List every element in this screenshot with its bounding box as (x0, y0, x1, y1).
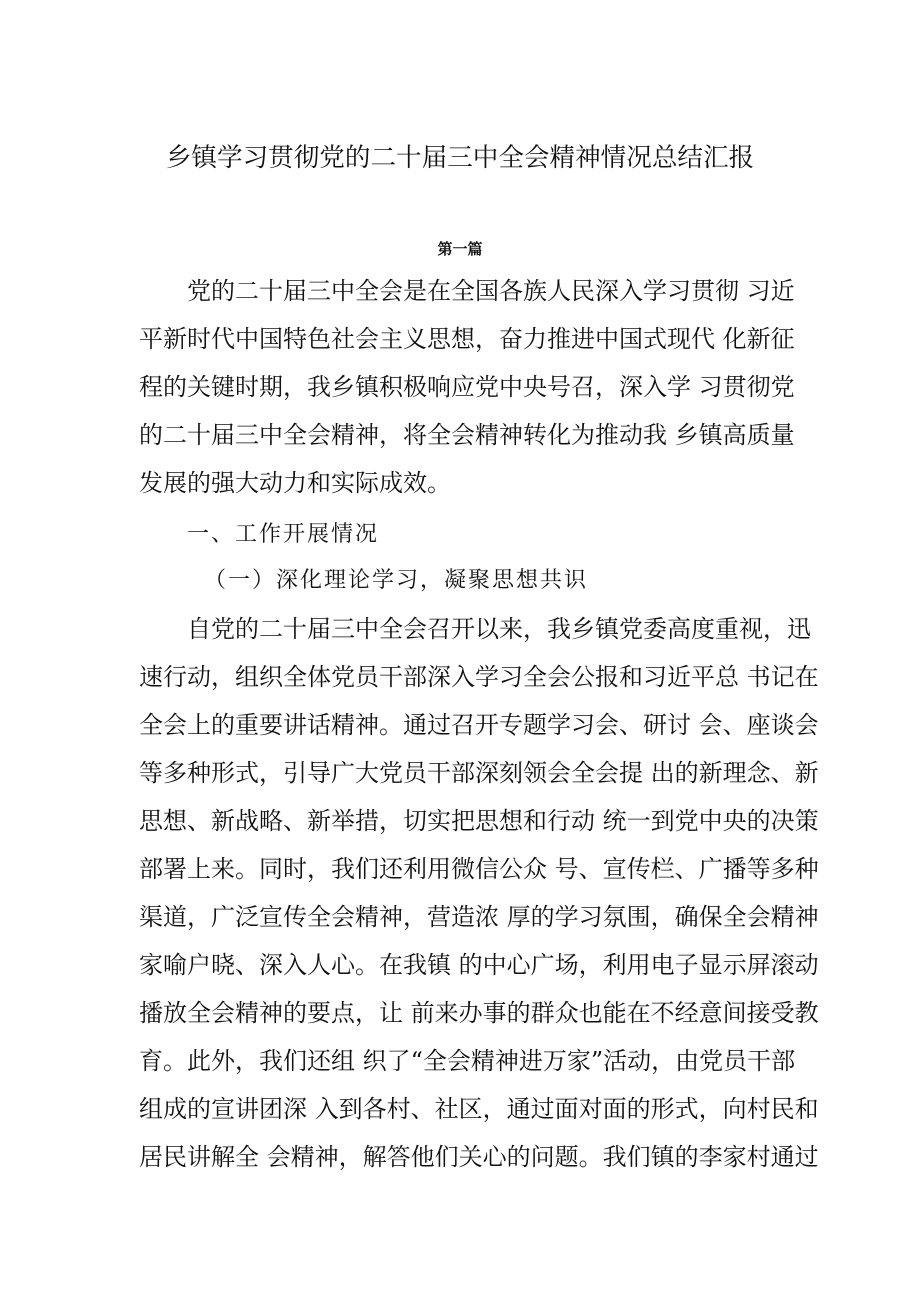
paragraph-line: 的二十届三中全会精神，将全会精神转化为推动我 乡镇高质量 (139, 421, 795, 449)
paragraph-line: 自党的二十届三中全会召开以来，我乡镇党委高度重视，迅 (187, 615, 811, 643)
paragraph-line: 速行动，组织全体党员干部深入学习全会公报和习近平总 书记在 (139, 663, 819, 691)
paragraph-line: 育。此外，我们还组 织了“全会精神进万家”活动，由党员干部 (139, 1047, 796, 1075)
paragraph-line: 发展的强大动力和实际成效。 (139, 469, 451, 497)
paragraph-line: 家喻户晓、深入人心。在我镇 的中心广场，利用电子显示屏滚动 (139, 951, 819, 979)
subsection-heading: （一）深化理论学习，凝聚思想共识 (204, 568, 589, 593)
paragraph-line: 部署上来。同时，我们还利用微信公众 号、宣传栏、广播等多种 (139, 855, 819, 883)
paragraph-line: 播放全会精神的要点，让 前来办事的群众也能在不经意间接受教 (139, 999, 819, 1027)
paragraph-line: 等多种形式，引导广大党员干部深刻领会全会提 出的新理念、新 (139, 759, 819, 787)
paragraph-line: 渠道，广泛宣传全会精神，营造浓 厚的学习氛围，确保全会精神 (139, 903, 819, 931)
paragraph-line: 组成的宣讲团深 入到各村、社区，通过面对面的形式，向村民和 (139, 1095, 819, 1123)
paragraph-line: 全会上的重要讲话精神。通过召开专题学习会、研讨 会、座谈会 (139, 711, 819, 739)
section-heading: 一、工作开展情况 (187, 522, 380, 547)
section-label: 第一篇 (437, 240, 483, 258)
paragraph-line: 思想、新战略、新举措，切实把思想和行动 统一到党中央的决策 (139, 807, 819, 835)
paragraph-line: 程的关键时期，我乡镇积极响应党中央号召，深入学 习贯彻党 (139, 373, 795, 401)
paragraph-line: 党的二十届三中全会是在全国各族人民深入学习贯彻 习近 (187, 277, 795, 305)
paragraph-line: 居民讲解全 会精神，解答他们关心的问题。我们镇的李家村通过 (139, 1143, 819, 1171)
paragraph-line: 平新时代中国特色社会主义思想，奋力推进中国式现代 化新征 (139, 325, 795, 353)
document-title: 乡镇学习贯彻党的二十届三中全会精神情况总结汇报 (165, 143, 755, 173)
